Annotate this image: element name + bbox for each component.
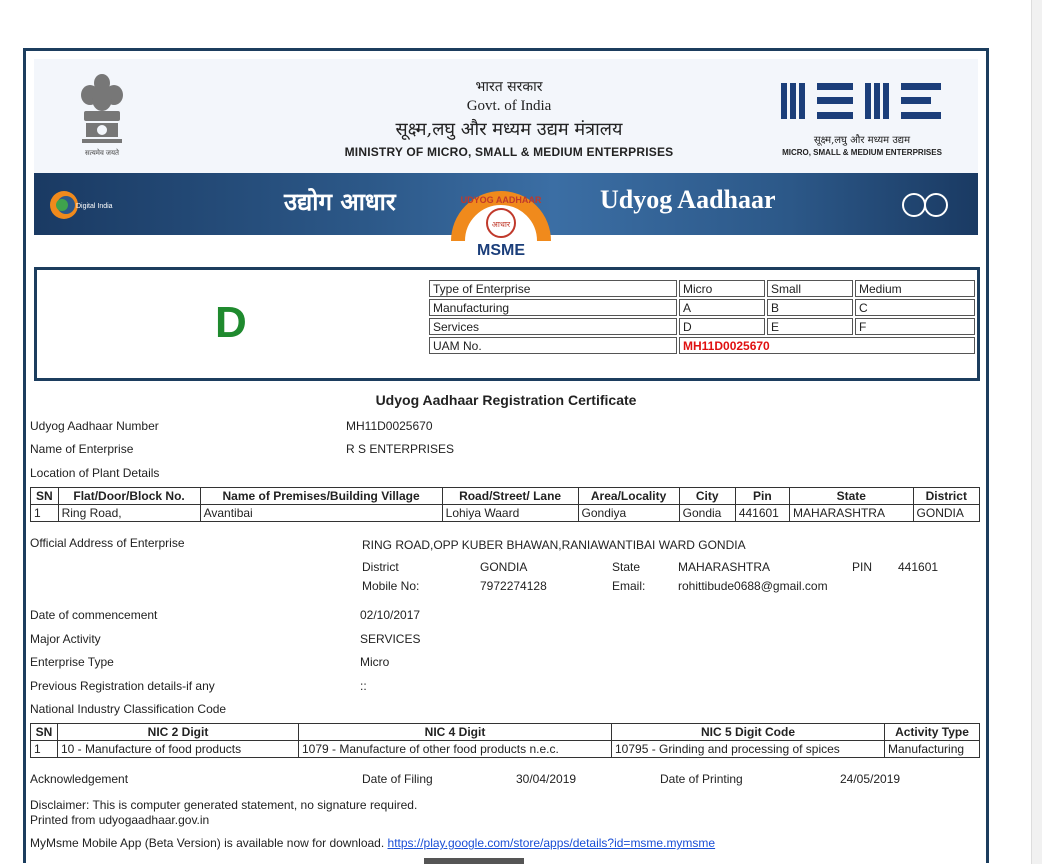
table-header-row [31, 488, 980, 505]
pin-label: PIN [852, 560, 873, 574]
printing-date-value: 24/05/2019 [840, 772, 901, 786]
table-header-row [31, 724, 980, 741]
uam-label: UAM No. [429, 337, 677, 354]
district-label: District [362, 560, 399, 574]
printed-from-text: Printed from udyogaadhaar.gov.in [30, 813, 210, 827]
table-cell: GONDIA [913, 505, 979, 522]
hindi-government-text: भारत सरकार [475, 79, 543, 95]
classification-row [429, 318, 975, 335]
msme-logo-icon [777, 79, 947, 123]
column-header: State [789, 488, 913, 505]
column-header: SN [31, 488, 59, 505]
column-header: NIC 5 Digit Code [612, 724, 885, 741]
msme-english-text: MICRO, SMALL & MEDIUM ENTERPRISES [782, 148, 942, 157]
english-government-text: Govt. of India [466, 98, 552, 114]
header-section [34, 59, 978, 173]
field-label: Udyog Aadhaar Number [30, 419, 159, 433]
classification-cell: E [767, 318, 853, 335]
column-header: Name of Premises/Building Village [200, 488, 442, 505]
detail-label: Enterprise Type [30, 655, 114, 669]
badge-mid-text: आधार [491, 220, 511, 229]
detail-value: :: [360, 679, 367, 693]
classification-cell: Services [429, 318, 677, 335]
table-cell: 1 [31, 505, 59, 522]
badge-top-text: UDYOG AADHAAR [460, 195, 542, 205]
certificate-page [23, 48, 989, 863]
uam-row [429, 337, 975, 354]
classification-cell: Small [767, 280, 853, 297]
detail-value: Micro [360, 655, 390, 669]
msme-logo [762, 79, 962, 157]
swachh-bharat-icon [894, 189, 958, 221]
table-cell: 10795 - Grinding and processing of spices [612, 741, 885, 758]
official-address-line: RING ROAD,OPP KUBER BHAWAN,RANIAWANTIBAI WARD GONDIA [362, 538, 746, 552]
digital-india-label: Digital India [76, 203, 113, 210]
table-cell: MAHARASHTRA [789, 505, 913, 522]
app-notice [30, 836, 715, 850]
column-header: Flat/Door/Block No. [58, 488, 200, 505]
enterprise-classification-box [34, 267, 980, 381]
udyog-aadhaar-msme-badge-icon [446, 175, 556, 259]
disclaimer-text: Disclaimer: This is computer generated statement, no signature required. [30, 798, 418, 812]
email-label: Email: [612, 579, 646, 593]
field-label: Name of Enterprise [30, 442, 134, 456]
table-row [31, 741, 980, 758]
table-cell: 1079 - Manufacture of other food products n.e.c. [299, 741, 612, 758]
official-address-label: Official Address of Enterprise [30, 536, 185, 550]
mobile-label: Mobile No: [362, 579, 420, 593]
table-cell: Gondia [679, 505, 735, 522]
msme-hindi-text: सूक्ष्म,लघु और मध्यम उद्यम [813, 135, 911, 146]
detail-label: Date of commencement [30, 608, 158, 622]
detail-value: 02/10/2017 [360, 608, 421, 622]
table-row [31, 505, 980, 522]
table-cell: Lohiya Waard [442, 505, 578, 522]
classification-table [427, 278, 977, 356]
certificate-title: Udyog Aadhaar Registration Certificate [375, 392, 637, 408]
classification-cell: D [679, 318, 765, 335]
email-value: rohittibude0688@gmail.com [678, 579, 828, 593]
badge-msme-text: MSME [477, 242, 525, 259]
table-cell: 1 [31, 741, 58, 758]
column-header: SN [31, 724, 58, 741]
nic-table [30, 723, 980, 758]
udyog-hindi-title: उद्योग आधार [284, 187, 396, 216]
field-value: MH11D0025670 [346, 419, 433, 433]
app-notice-text: MyMsme Mobile App (Beta Version) is available now for download. [30, 836, 385, 850]
printing-date-label: Date of Printing [660, 772, 743, 786]
bottom-mark [424, 858, 524, 864]
table-cell: 10 - Manufacture of food products [58, 741, 299, 758]
classification-cell: Medium [855, 280, 975, 297]
pin-value: 441601 [898, 560, 939, 574]
state-value: MAHARASHTRA [678, 560, 771, 574]
classification-cell: C [855, 299, 975, 316]
state-label: State [612, 560, 641, 574]
udyog-english-title: Udyog Aadhaar [600, 185, 776, 214]
field-value: R S ENTERPRISES [346, 442, 455, 456]
emblem-caption: सत्यमेव जयते [84, 150, 120, 157]
english-ministry-text: MINISTRY OF MICRO, SMALL & MEDIUM ENTERPRISES [344, 145, 674, 159]
classification-cell: F [855, 318, 975, 335]
filing-date-label: Date of Filing [362, 772, 433, 786]
column-header: Activity Type [885, 724, 980, 741]
national-emblem-icon [74, 69, 130, 159]
column-header: Road/Street/ Lane [442, 488, 578, 505]
table-cell: Ring Road, [58, 505, 200, 522]
table-cell: Gondiya [578, 505, 679, 522]
play-store-link[interactable]: https://play.google.com/store/apps/details?id=msme.mymsme [387, 836, 716, 850]
category-letter: D [215, 298, 247, 347]
classification-row [429, 280, 975, 297]
table-cell: Avantibai [200, 505, 442, 522]
detail-value: SERVICES [360, 632, 421, 646]
column-header: NIC 2 Digit [58, 724, 299, 741]
classification-cell: Micro [679, 280, 765, 297]
plant-details-table [30, 487, 980, 522]
table-cell: Manufacturing [885, 741, 980, 758]
column-header: Area/Locality [578, 488, 679, 505]
classification-cell: B [767, 299, 853, 316]
hindi-ministry-text: सूक्ष्म,लघु और मध्यम उद्यम मंत्रालय [395, 119, 623, 140]
table-cell: 441601 [735, 505, 789, 522]
filing-date-value: 30/04/2019 [516, 772, 577, 786]
vertical-scrollbar[interactable] [1031, 0, 1042, 864]
column-header: City [679, 488, 735, 505]
column-header: Pin [735, 488, 789, 505]
column-header: District [913, 488, 979, 505]
classification-cell: Type of Enterprise [429, 280, 677, 297]
uam-number: MH11D0025670 [679, 337, 975, 354]
location-label: Location of Plant Details [30, 466, 160, 480]
classification-row [429, 299, 975, 316]
acknowledgement-label: Acknowledgement [30, 772, 129, 786]
detail-label: Major Activity [30, 632, 101, 646]
detail-label: Previous Registration details-if any [30, 679, 215, 693]
nic-label: National Industry Classification Code [30, 702, 227, 716]
district-value: GONDIA [480, 560, 528, 574]
classification-cell: Manufacturing [429, 299, 677, 316]
mobile-value: 7972274128 [480, 579, 547, 593]
government-title-block [334, 77, 684, 159]
classification-cell: A [679, 299, 765, 316]
column-header: NIC 4 Digit [299, 724, 612, 741]
